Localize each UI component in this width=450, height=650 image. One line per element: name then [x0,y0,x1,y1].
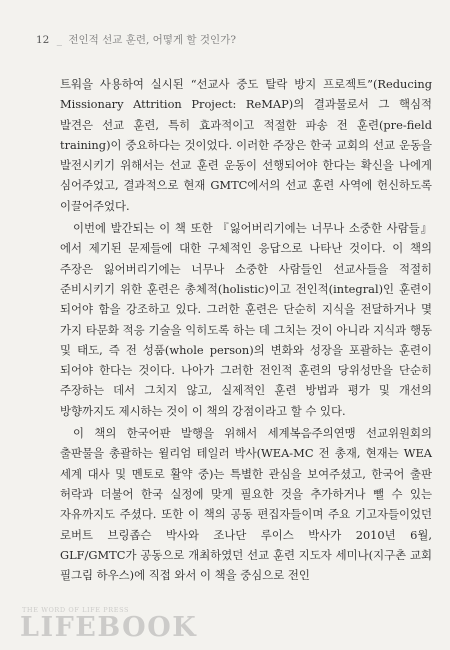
paragraph-1: 트워을 사용하여 실시된 “선교사 중도 탈락 방지 프로젝트”(Reducing Missionary Attrition Project: ReMAP)의 결과물로서 그 핵심적 발견은 선교 훈련, 특히 효과적이고 적절한 파송 전 훈련(pre-field training)이 중요하다는 것이었다. 이러한 주장은 한국 교회의 선교 운동을 발전시키기 위해서는 선교 훈련 운동이 선행되어야 한다는 확신을 나에게 심어주었고, 결과적으로 현재 GMTC에서의 선교 훈련 사역에 헌신하도록 이끌어주었다. [60,77,432,213]
running-header [36,32,236,47]
body-text [60,74,432,585]
page-number: 12 [36,34,50,46]
watermark-press-name: THE WORD OF LIFE PRESS [22,606,130,614]
publisher-watermark [20,606,197,642]
header-separator: _ [56,34,62,46]
watermark-logo: LIFEBOOK [20,612,198,643]
paragraph-2: 이번에 발간되는 이 책 또한 『잃어버리기에는 너무나 소중한 사람들』에서 제기된 문제들에 대한 구체적인 응답으로 나타난 것이다. 이 책의 주장은 잃어버리기에는 너무나 소중한 사람들인 선교사들을 적절히 준비시키기 위한 훈련은 총체적(holistic)이고 전인적(integral)인 훈련이 되어야 함을 강조하고 있다. 그러한 훈련은 단순히 지식을 전달하거나 몇 가지 타문화 적응 기술을 익히도록 하는 데 그치는 것이 아니라 지식과 행동 및 태도, 즉 전 성품(whole person)의 변화와 성장을 포괄하는 훈련이 되어야 한다는 것이다. 나아가 그러한 전인적 훈련의 당위성만을 단순히 주장하는 데서 그치지 않고, 실제적인 훈련 방법과 평가 및 개선의 방향까지도 제시하는 것이 이 책의 강점이라고 할 수 있다. [60,221,432,418]
running-title: 전인적 선교 훈련, 어떻게 할 것인가? [68,34,236,46]
paragraph-3: 이 책의 한국어판 발행을 위해서 세계복음주의연맹 선교위원회의 출판물을 총괄하는 윌리엄 테일러 박사(WEA-MC 전 총재, 현재는 WEA 세계 대사 및 멘토로 활약 중)는 특별한 관심을 보여주셨고, 한국어 출판 허락과 더불어 한국 실정에 맞게 필요한 것을 추가하거나 뺄 수 있는 자유까지도 주셨다. 또한 이 책의 공동 편집자들이며 주요 기고자들이었던 로버트 브링좁슨 박사와 조나단 루이스 박사가 2010년 6월, GLF/GMTC가 공동으로 개최하였던 선교 훈련 지도자 세미나(지구촌 교회 필그림 하우스)에 직접 와서 이 책을 중심으로 전인 [60,426,432,583]
